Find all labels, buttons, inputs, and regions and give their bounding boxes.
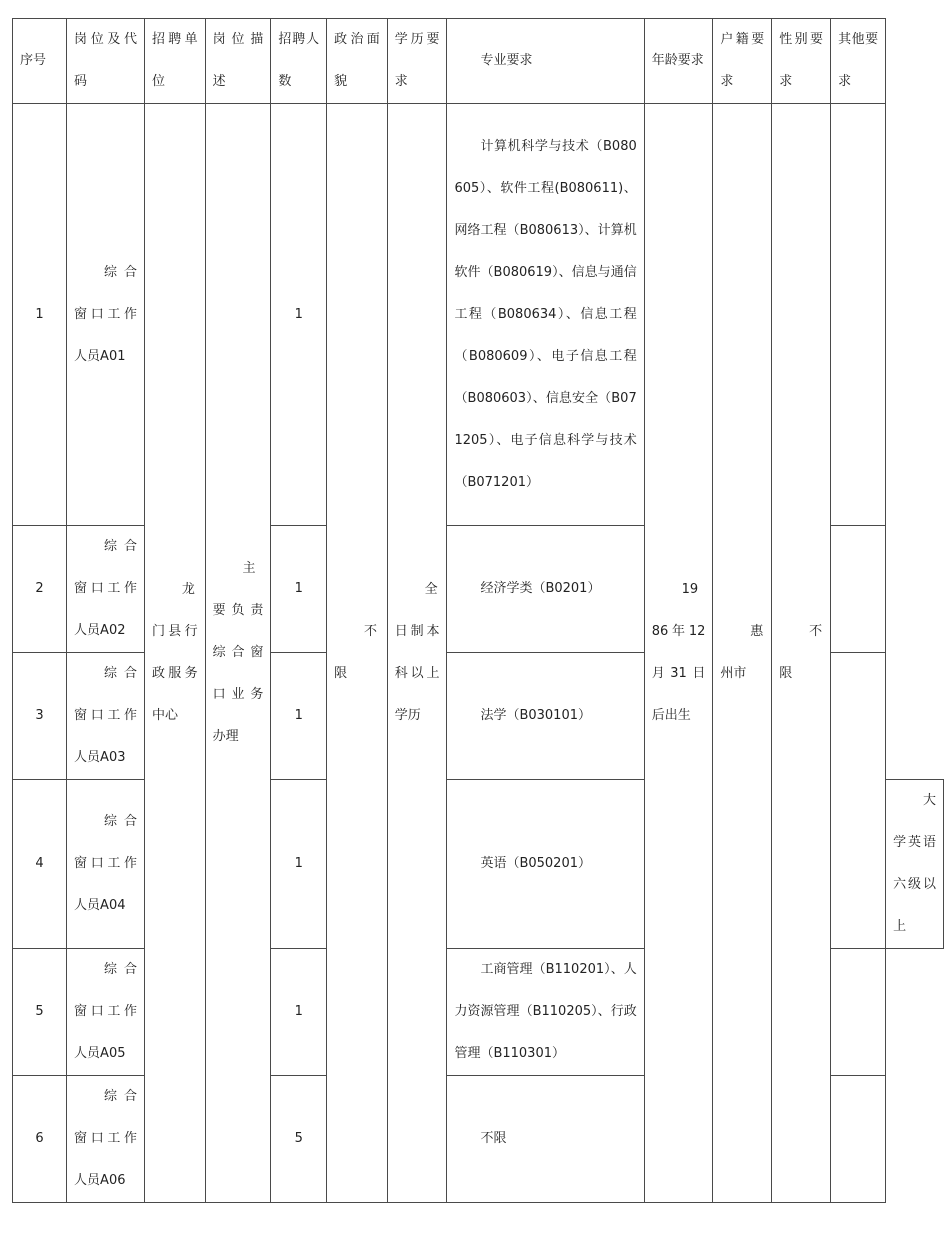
header-hukou: 户籍要求: [713, 19, 772, 104]
header-count: 招聘人数: [271, 19, 327, 104]
row-other: 大学英语六级以上: [886, 780, 944, 949]
row-seq: 1: [13, 104, 67, 526]
row-count: 1: [271, 949, 327, 1076]
table-row: [13, 104, 944, 526]
row-count: 1: [271, 780, 327, 949]
shared-education: 全日制本科以上学历: [387, 104, 447, 1203]
header-row: [13, 19, 944, 104]
row-count: 1: [271, 653, 327, 780]
header-gender: 性别要求: [772, 19, 831, 104]
shared-political: 不限: [327, 104, 388, 1203]
row-major: 计算机科学与技术（B080605）、软件工程(B080611)、网络工程（B080613）、计算机软件（B080619）、信息与通信工程（B080634）、信息工程（B080609）、电子信息工程（B080603）、信息安全（B071205）、电子信息科学与技术（B071201）: [447, 104, 644, 526]
row-seq: 4: [13, 780, 67, 949]
shared-gender: 不限: [772, 104, 831, 1203]
row-other: [831, 1076, 886, 1203]
row-seq: 3: [13, 653, 67, 780]
shared-hukou: 惠州市: [713, 104, 772, 1203]
header-age: 年龄要求: [644, 19, 713, 104]
recruitment-table: [12, 18, 944, 1203]
row-position: 综合窗口工作人员A04: [67, 780, 145, 949]
row-other: [831, 104, 886, 526]
header-other: 其他要求: [831, 19, 886, 104]
header-position: 岗位及代码: [67, 19, 145, 104]
row-count: 1: [271, 104, 327, 526]
shared-unit: 龙门县行政服务中心: [145, 104, 206, 1203]
header-political: 政治面貌: [327, 19, 388, 104]
row-major: 不限: [447, 1076, 644, 1203]
header-desc: 岗位描述: [205, 19, 271, 104]
row-count: 5: [271, 1076, 327, 1203]
row-seq: 5: [13, 949, 67, 1076]
row-position: 综合窗口工作人员A01: [67, 104, 145, 526]
row-other: [831, 949, 886, 1076]
row-position: 综合窗口工作人员A06: [67, 1076, 145, 1203]
row-other: [831, 653, 886, 949]
row-position: 综合窗口工作人员A03: [67, 653, 145, 780]
row-major: 工商管理（B110201）、人力资源管理（B110205）、行政管理（B110301）: [447, 949, 644, 1076]
shared-desc: 主要负责综合窗口业务办理: [205, 104, 271, 1203]
row-position: 综合窗口工作人员A02: [67, 526, 145, 653]
header-major: 专业要求: [447, 19, 644, 104]
header-education: 学历要求: [387, 19, 447, 104]
row-count: 1: [271, 526, 327, 653]
shared-age: 1986年12月31日后出生: [644, 104, 713, 1203]
header-seq: 序号: [13, 19, 67, 104]
row-position: 综合窗口工作人员A05: [67, 949, 145, 1076]
row-seq: 6: [13, 1076, 67, 1203]
row-seq: 2: [13, 526, 67, 653]
row-major: 英语（B050201）: [447, 780, 644, 949]
row-major: 经济学类（B0201）: [447, 526, 644, 653]
row-major: 法学（B030101）: [447, 653, 644, 780]
row-other: [831, 526, 886, 653]
header-unit: 招聘单位: [145, 19, 206, 104]
